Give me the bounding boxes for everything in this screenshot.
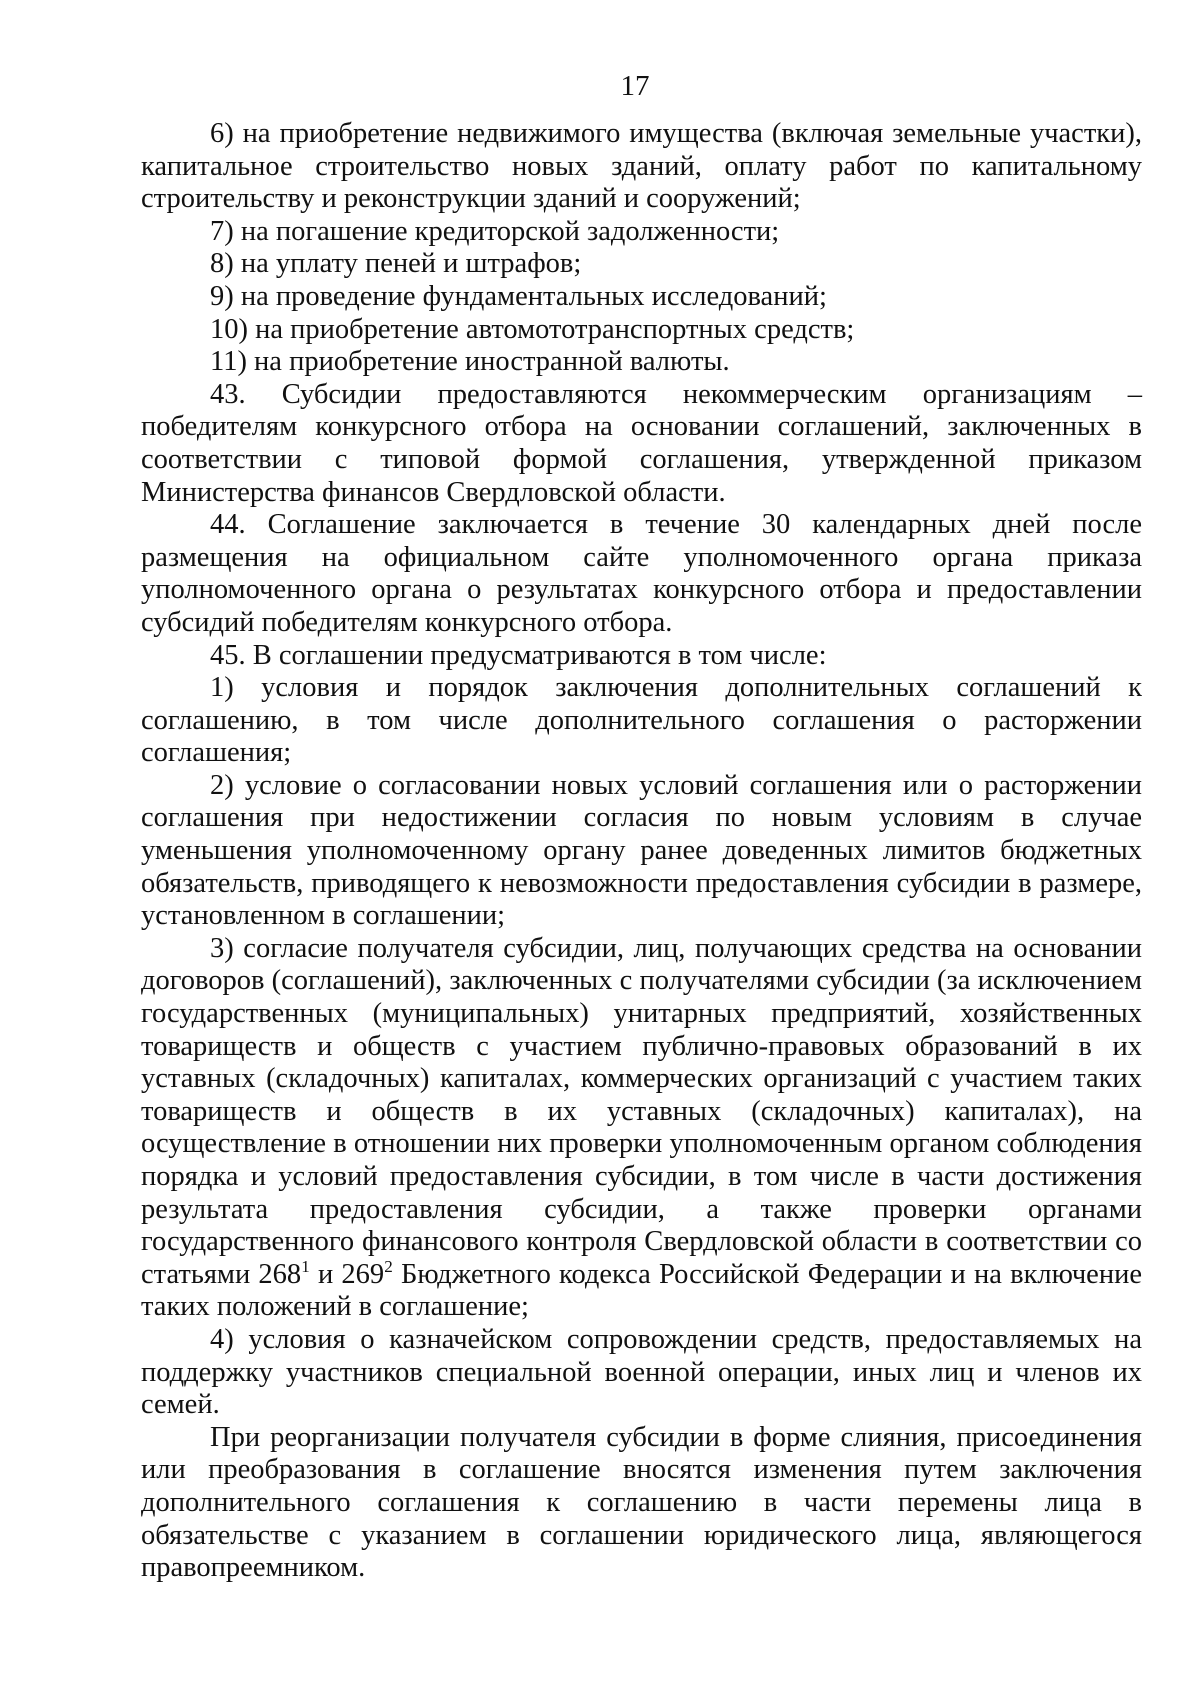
superscript-1: 1 [301,1256,310,1276]
paragraph-43: 43. Субсидии предоставляются некоммерческим организациям – победителям конкурсного отбора на основании соглашений, заключенных в соответствии с типовой формой соглашения, утвержденной приказом Министерства финансов Свердловской области. [141,378,1142,508]
paragraph-item-6: 6) на приобретение недвижимого имущества (включая земельные участки), капитальное строительство новых зданий, оплату работ по капитальному строительству и реконструкции зданий и сооружений; [141,118,1142,215]
paragraph-45-item-4: 4) условия о казначейском сопровождении средств, предоставляемых на поддержку участников специальной военной операции, иных лиц и членов их семей. [141,1323,1142,1421]
paragraph-45-item-3-text: 3) согласие получателя субсидии, лиц, получающих средства на основании договоров (соглашений), заключенных с получателями субсидии (за исключением государственных (муниципальных) унитарных предприятий, хозяйственных товариществ и обществ с участием публично-правовых образований в их уставных (складочных) капиталах, коммерческих организаций с участием таких товариществ и обществ в их уставных (складочных) капиталах), на осуществление в отношении них проверки уполномоченным органом соблюдения порядка и условий предоставления субсидии, в том числе в части достижения результата предоставления субсидии, а также проверки органами государственного финансового контроля Свердловской области в соответствии со статьями 268 [141,932,1142,1290]
paragraph-item-9: 9) на проведение фундаментальных исследований; [210,280,827,312]
paragraph-item-10: 10) на приобретение автомототранспортных средств; [210,313,855,345]
paragraph-item-7: 7) на погашение кредиторской задолженности; [210,215,780,247]
page-number: 17 [620,70,650,102]
paragraph-45-item-1: 1) условия и порядок заключения дополнительных соглашений к соглашению, в том числе дополнительного соглашения о расторжении соглашения; [141,672,1142,769]
paragraph-item-11: 11) на приобретение иностранной валюты. [210,346,730,378]
document-body [141,118,1142,1585]
paragraph-45-item-3-text-middle: и 269 [309,1258,385,1290]
paragraph-45-item-3-text-end: Бюджетного кодекса Российской Федерации и на включение таких положений в соглашение; [141,1258,1142,1323]
paragraph-45: 45. В соглашении предусматриваются в том числе: [210,639,827,671]
paragraph-45-item-2: 2) условие о согласовании новых условий соглашения или о расторжении соглашения при недостижении согласия по новым условиям в случае уменьшения уполномоченному органу ранее доведенных лимитов бюджетных обязательств, приводящего к невозможности предоставления субсидии в размере, установленном в соглашении; [141,769,1142,932]
superscript-2: 2 [384,1256,393,1276]
paragraph-item-8: 8) на уплату пеней и штрафов; [210,248,582,280]
paragraph-45-item-3 [141,933,1142,1324]
paragraph-reorganization: При реорганизации получателя субсидии в форме слияния, присоединения или преобразования в соглашение вносятся изменения путем заключения дополнительного соглашения к соглашению в части перемены лица в обязательстве с указанием в соглашении юридического лица, являющегося правопреемником. [141,1421,1142,1584]
paragraph-44: 44. Соглашение заключается в течение 30 календарных дней после размещения на официальном сайте уполномоченного органа приказа уполномоченного органа о результатах конкурсного отбора и предоставлении субсидий победителям конкурсного отбора. [141,509,1142,638]
